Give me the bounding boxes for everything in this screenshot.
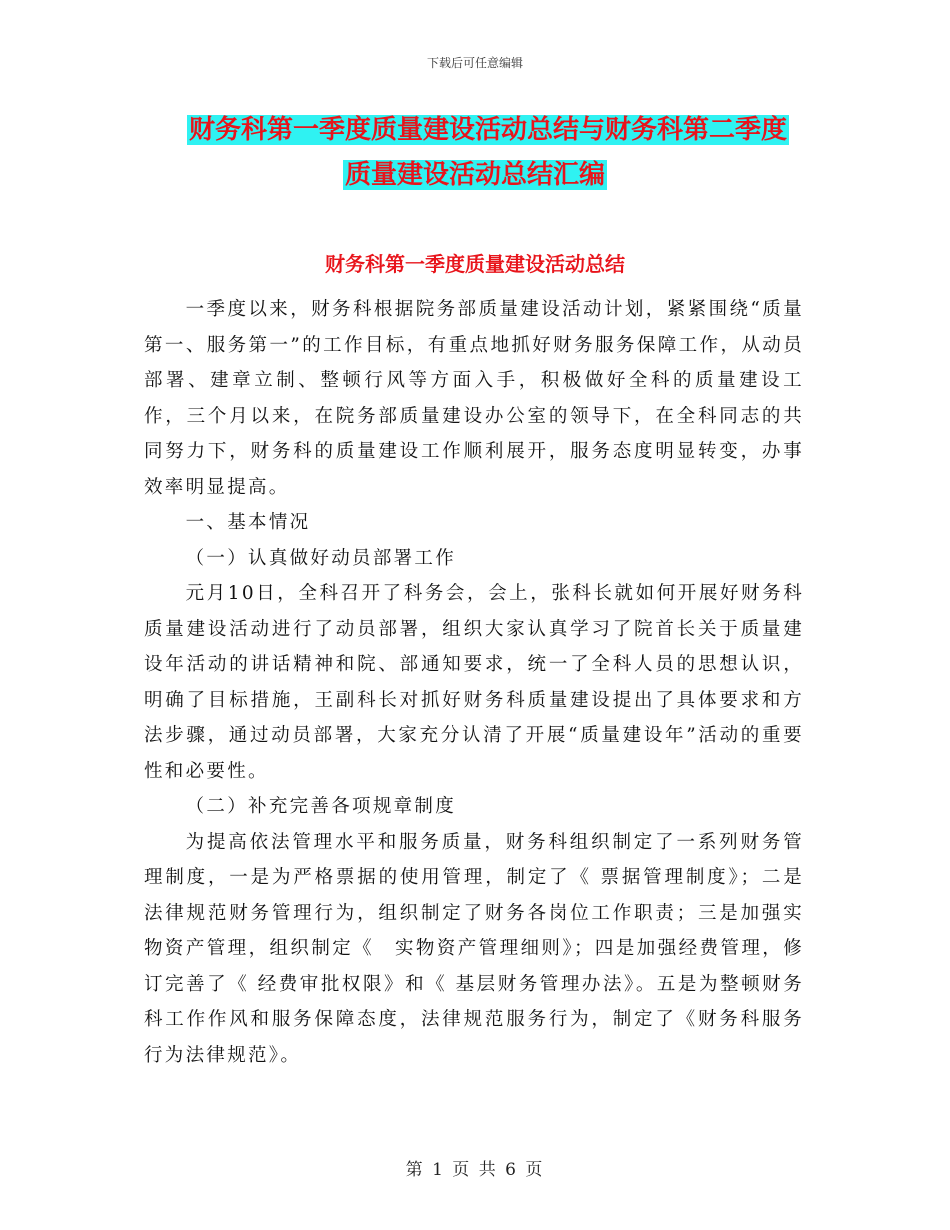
header-note: 下载后可任意编辑 — [426, 56, 523, 70]
subheading-mobilization: （一）认真做好动员部署工作 — [185, 547, 457, 569]
document-body — [144, 292, 804, 1073]
main-title-line-2-text: 质量建设活动总结汇编 — [344, 160, 605, 190]
heading-basic-situation: 一、基本情况 — [185, 512, 311, 533]
section-title: 财务科第一季度质量建设活动总结 — [325, 252, 625, 276]
main-title-line-2 — [0, 157, 950, 193]
paragraph-intro: 一季度以来，财务科根据院务部质量建设活动计划，紧紧围绕“质量第一、服务第一”的工作目标，有重点地抓好财务服务保障工作，从动员部署、建章立制、整顿行风等方面入手，积极做好全科的质量建设工作，三个月以来，在院务部质量建设办公室的领导下，在全科同志的共同努力下，财务科的质量建设工作顺利展开，服务态度明显转变，办事效率明显提高。 — [144, 299, 804, 498]
main-title-line-1 — [0, 112, 950, 148]
subheading-regulations: （二）补充完善各项规章制度 — [185, 796, 457, 817]
paragraph-regulations: 为提高依法管理水平和服务质量，财务科组织制定了一系列财务管理制度，一是为严格票据的使用管理，制定了《 票据管理制度》；二是法律规范财务管理行为，组织制定了财务各岗位工作职责；三是加强实物资产管理，组织制定《 实物资产管理细则》；四是加强经费管理，修订完善了《 经费审批权限》和《 基层财务管理办法》。五是为整顿财务科工作作风和服务保障态度，法律规范服务行为，制定了《财务科服务行为法律规范》。 — [144, 831, 804, 1066]
paragraph-mobilization: 元月10日，全科召开了科务会，会上，张科长就如何开展好财务科质量建设活动进行了动员部署，组织大家认真学习了院首长关于质量建设年活动的讲话精神和院、部通知要求，统一了全科人员的思想认识，明确了目标措施，王副科长对抓好财务科质量建设提出了具体要求和方法步骤，通过动员部署，大家充分认清了开展“质量建设年”活动的重要性和必要性。 — [144, 583, 804, 782]
main-title-line-1-text: 财务科第一季度质量建设活动总结与财务科第二季度 — [188, 115, 787, 145]
page-number-footer: 第 1 页 共 6 页 — [405, 1160, 545, 1180]
